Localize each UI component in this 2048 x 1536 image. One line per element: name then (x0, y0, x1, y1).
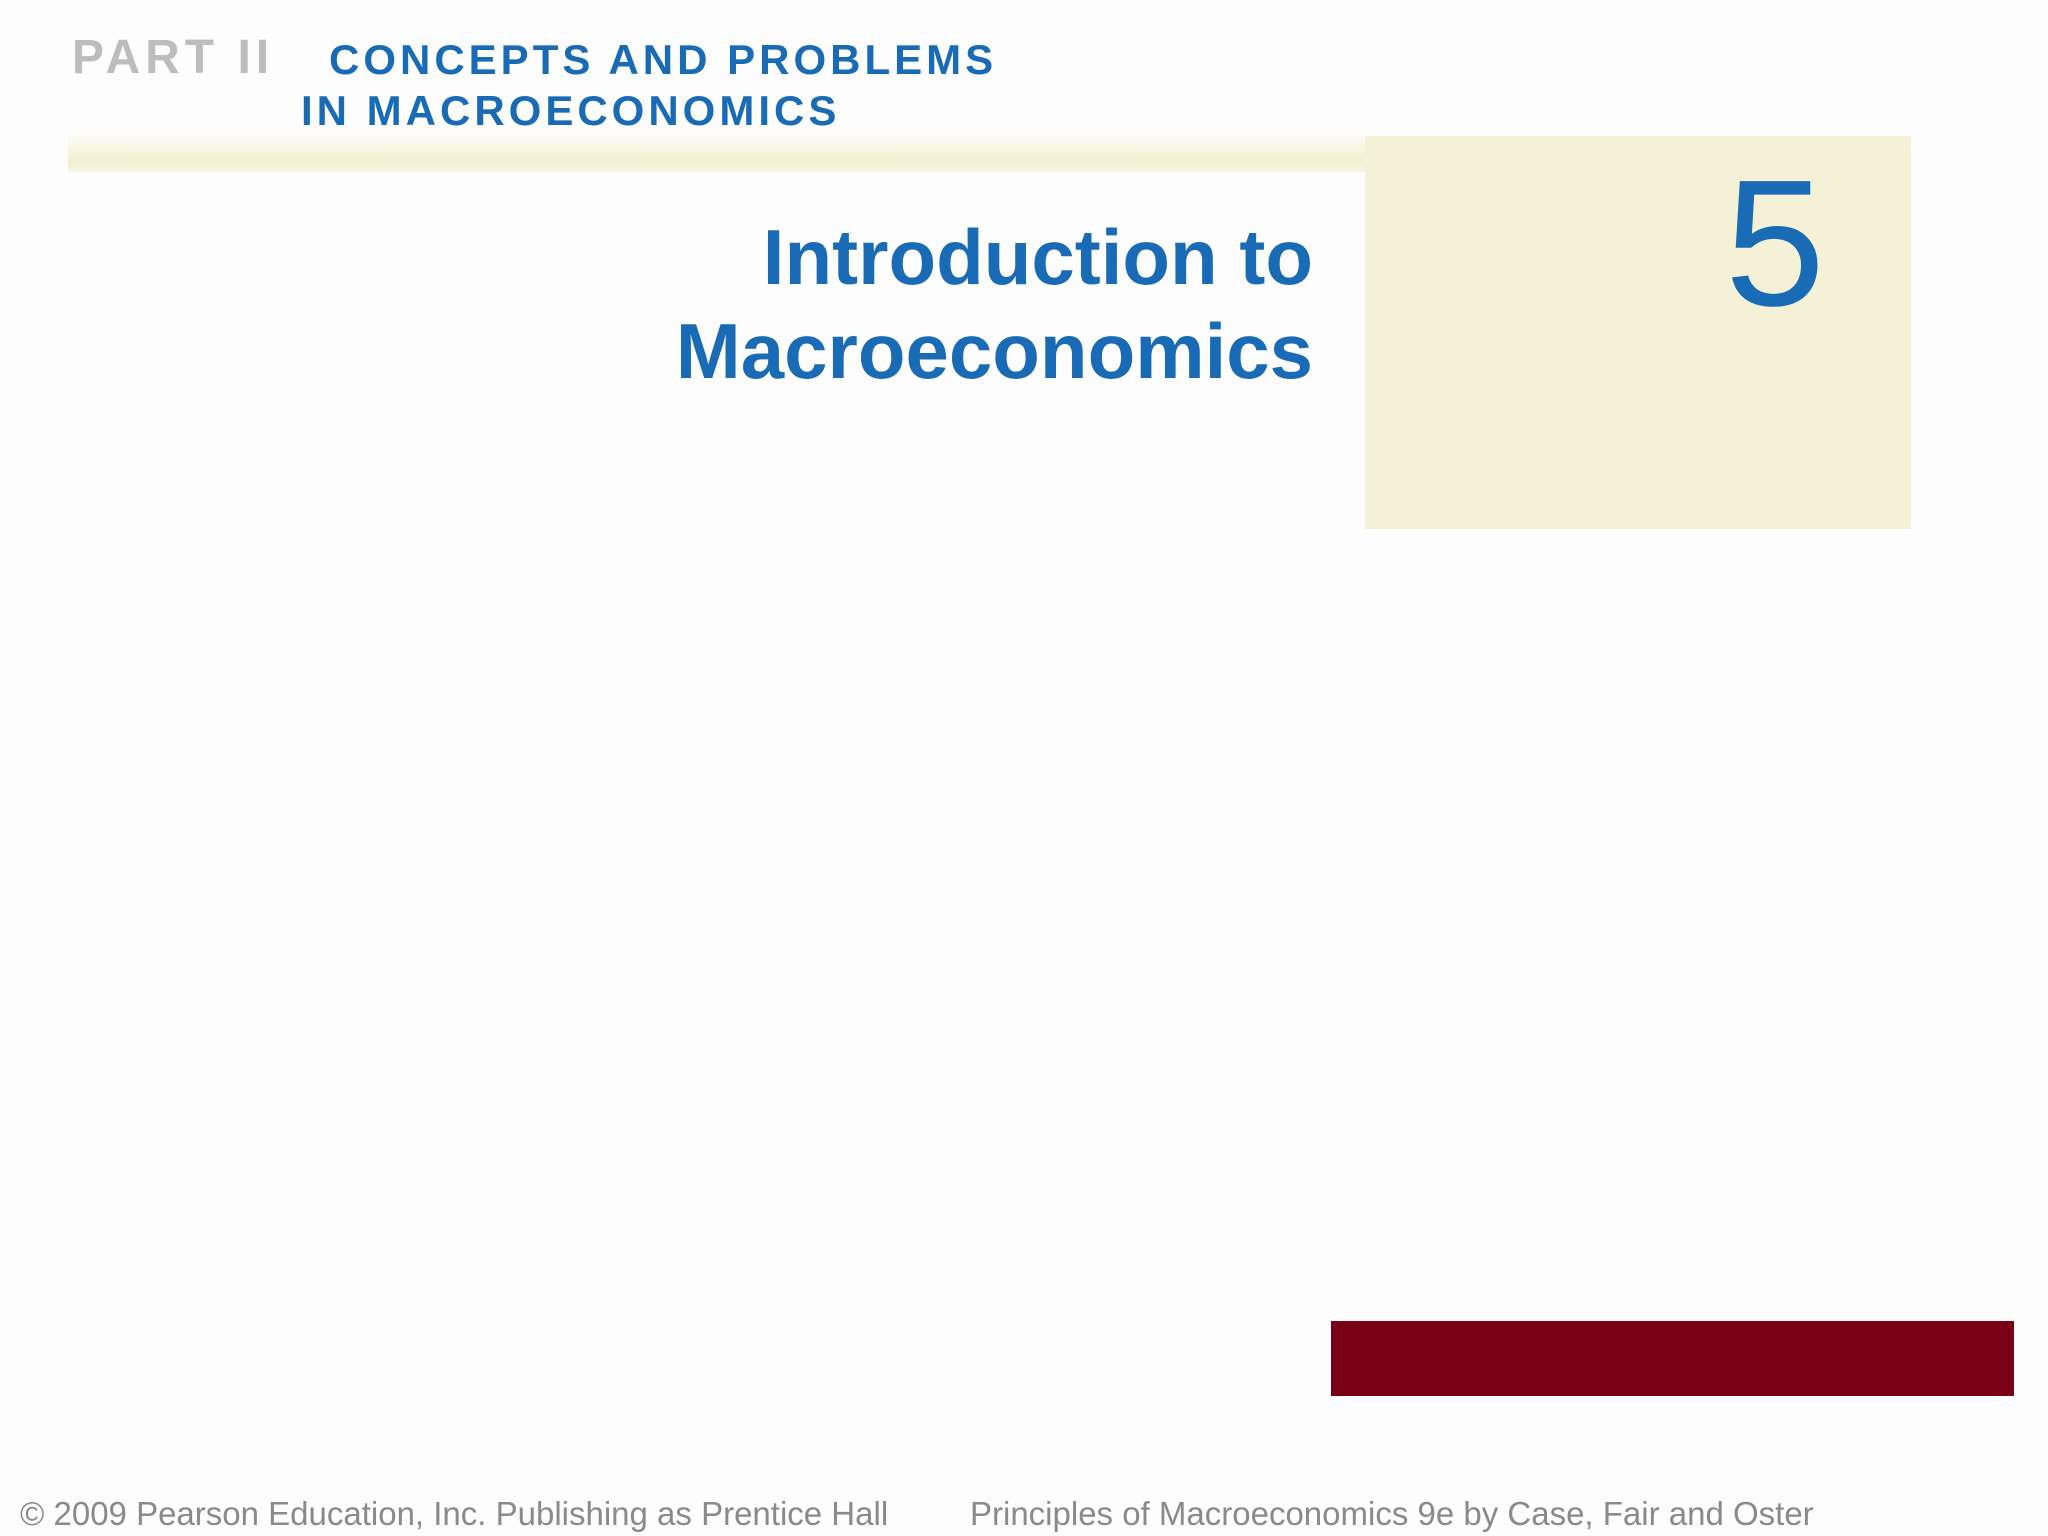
chapter-number: 5 (1724, 143, 1825, 344)
header-band (68, 130, 1368, 172)
part-title (301, 34, 997, 136)
part-label: PART II (72, 31, 275, 84)
part-title-line2: IN MACROECONOMICS (301, 87, 841, 134)
part-title-line1: CONCEPTS AND PROBLEMS (329, 36, 998, 83)
chapter-title-line1: Introduction to (762, 213, 1313, 301)
chapter-number-box (1365, 136, 1911, 529)
accent-bar (1331, 1321, 2014, 1396)
footer-copyright: © 2009 Pearson Education, Inc. Publishing as Prentice Hall (20, 1495, 889, 1532)
chapter-title (676, 210, 1313, 398)
chapter-title-line2: Macroeconomics (675, 307, 1313, 395)
footer-book-title: Principles of Macroeconomics 9e by Case, Fair and Oster (970, 1495, 1814, 1532)
